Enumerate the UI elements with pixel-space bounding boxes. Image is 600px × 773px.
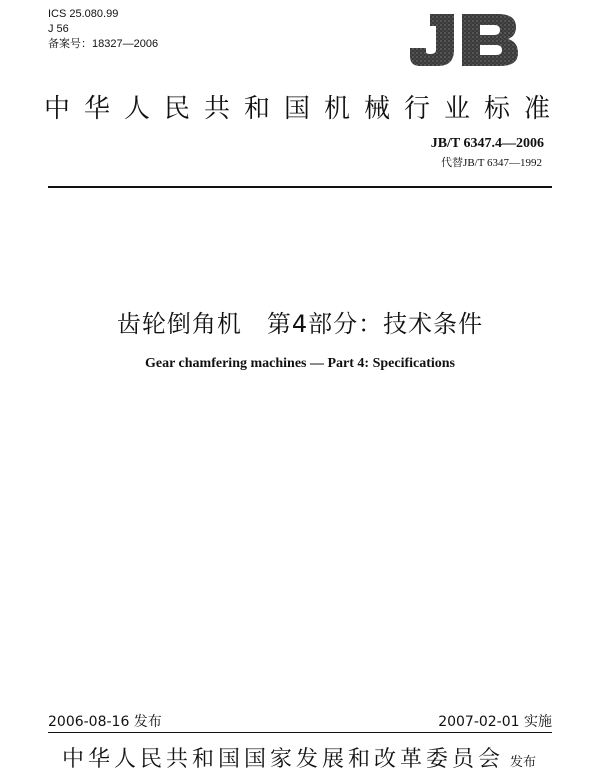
document-title-chinese: 齿轮倒角机 第4部分：技术条件: [116, 310, 484, 338]
header-divider: [48, 186, 552, 188]
standard-number: JB/T 6347.4—2006: [430, 136, 544, 151]
issuing-authority: [62, 742, 536, 773]
document-title-english: Gear chamfering machines — Part 4: Specifications: [144, 356, 456, 371]
issue-date: 2006-08-16 发布: [48, 714, 162, 730]
footer-divider: [48, 732, 552, 733]
implementation-date: 2007-02-01 实施: [438, 714, 552, 730]
jb-logo: [408, 12, 520, 68]
organization-title: 中华人民共和国机械行业标准: [44, 94, 565, 124]
ics-code: ICS 25.080.99: [48, 8, 119, 20]
ccs-code: J 56: [48, 23, 69, 35]
replaces-standard: 代替JB/T 6347—1992: [441, 157, 542, 169]
logo-text: JB: [408, 12, 409, 13]
issuer-suffix: 发布: [510, 755, 537, 770]
record-number: 备案号：18327—2006: [48, 38, 159, 50]
issuer-name: 中华人民共和国国家发展和改革委员会: [62, 747, 505, 772]
